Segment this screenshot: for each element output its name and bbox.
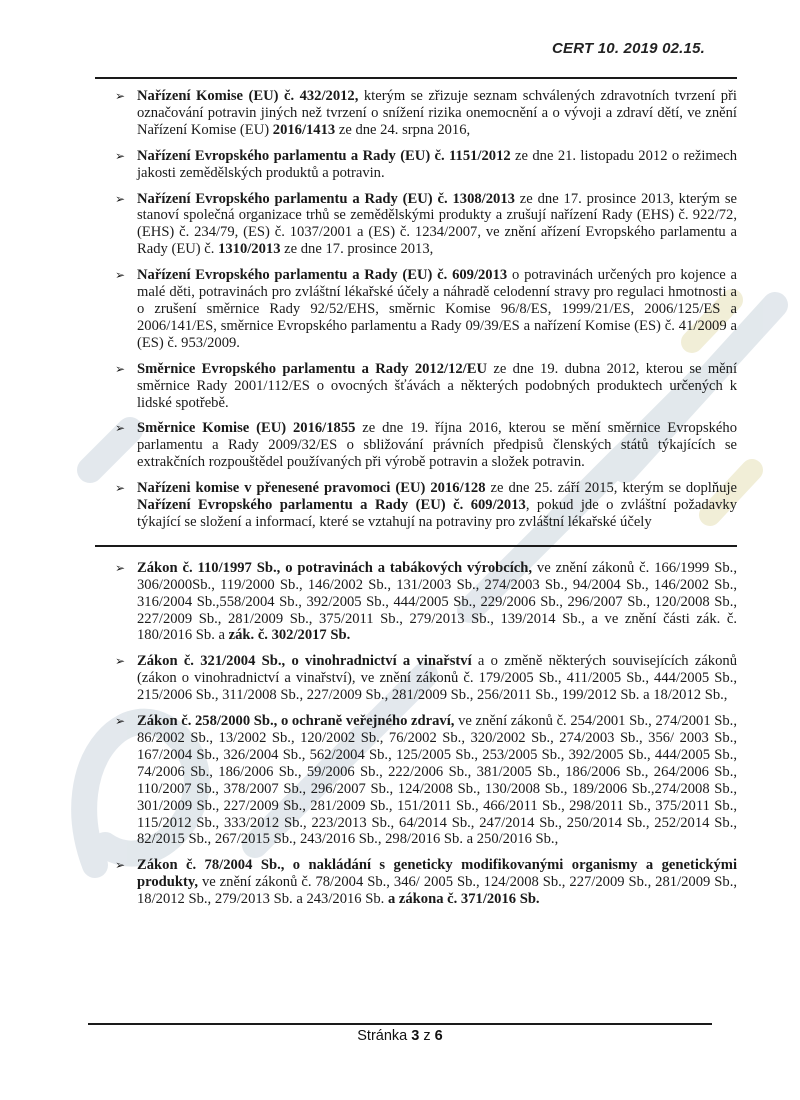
text-run: ze dne 17. prosince 2013, kterým se stanoví společná organizace trhů se zemědělskými produkty a zrušují nařízení Rady (EHS) č. 922/72, (EHS) č. 234/79, (ES) č. 1037/2001 a (ES) č. 1234/2007, ve znění ařízení Evropského parlamentu a Rady (EU) č. — [137, 190, 737, 258]
text-run-bold: Nařízení Komise (EU) č. 432/2012, — [137, 88, 359, 104]
text-run-bold: Zákon č. 321/2004 Sb., o vinohradnictví a vinařství — [137, 653, 472, 670]
text-run: Stránka — [357, 1028, 412, 1044]
list-item — [95, 420, 737, 471]
bullet-arrow-icon: ➢ — [115, 421, 126, 436]
text-run: ze dne 19. října 2016, kterou se mění směrnice Evropského parlamentu a Rady 2009/32/ES o sbližování právních předpisů členských států týkajících se extrakčních rozpouštědel používaných při výrobě potravin a složek potravin. — [137, 420, 737, 471]
text-run-bold: Směrnice Evropského parlamentu a Rady 2012/12/EU — [137, 360, 488, 377]
text-run-bold: Zákon č. 258/2000 Sb., o ochraně veřejného zdraví, — [137, 713, 455, 730]
bullet-arrow-icon: ➢ — [115, 191, 126, 206]
text-run: ve znění zákonů č. 254/2001 Sb., 274/2001 Sb., 86/2002 Sb., 13/2002 Sb., 120/2002 Sb., 76/2002 Sb., 320/2002 Sb., 274/2003 Sb., 356/ 2003 Sb., 167/2004 Sb., 326/2004 Sb., 562/2004 Sb., 125/2005 Sb., 253/2005 Sb., 392/2005 Sb., 444/2005 Sb., 74/2006 Sb., 186/2006 Sb., 59/2006 Sb., 222/2006 Sb., 381/2005 Sb., 186/2006 Sb., 264/2006 Sb., 110/2007 Sb., 378/2007 Sb., 296/2007 Sb., 124/2008 Sb., 130/2008 Sb., 189/2006 Sb.,274/2008 Sb., 301/2009 Sb., 227/2009 Sb., 281/2009 Sb., 151/2011 Sb., 466/2011 Sb., 298/2011 Sb., 375/2011 Sb., 115/2012 Sb., 333/2012 Sb., 223/2013 Sb., 64/2014 Sb., 247/2014 Sb., 250/2014 Sb., 252/2014 Sb., 82/2015 Sb., 267/2015 Sb., 243/2016 Sb., 298/2016 Sb. a 250/2016 Sb., — [137, 713, 737, 848]
list-item — [95, 361, 737, 412]
text-run-bold: 1310/2013 — [218, 241, 281, 258]
bullet-arrow-icon: ➢ — [115, 560, 126, 575]
text-run-bold: Nařízení Evropského parlamentu a Rady (EU) č. 609/2013 — [137, 267, 508, 284]
list-item — [95, 653, 737, 704]
list-item-text — [137, 560, 737, 644]
list-item-text — [137, 148, 737, 181]
page-number — [88, 1028, 712, 1044]
text-run-bold: 2016/1413 — [272, 121, 336, 138]
text-run-bold: 3 — [411, 1028, 420, 1044]
text-run: ze dne 25. září 2015, kterým se doplňuje — [485, 480, 737, 497]
list-item-text — [137, 267, 737, 351]
text-run-bold: Nařízení Evropského parlamentu a Rady (EU) č. 1308/2013 — [137, 190, 515, 207]
header-stamp: CERT 10. 2019 02.15. — [552, 40, 705, 57]
text-run-bold: Zákon č. 78/2004 Sb., o nakládání s geneticky modifikovanými organismy a genetickými produkty, — [137, 857, 737, 891]
text-run-bold: Zákon č. 110/1997 Sb., o potravinách a tabákových výrobcích, — [137, 559, 533, 576]
list-item-text — [137, 857, 737, 907]
text-run: ze dne 21. listopadu 2012 o režimech jakosti zemědělských produktů a potravin. — [137, 147, 737, 181]
text-run: ze dne 24. srpna 2016, — [335, 121, 471, 138]
bullet-arrow-icon: ➢ — [115, 858, 126, 873]
text-run: ve znění zákonů č. 166/1999 Sb., 306/2000Sb., 119/2000 Sb., 146/2002 Sb., 131/2003 Sb., 274/2003 Sb., 94/2004 Sb., 146/2002 Sb., 316/2004 Sb.,558/2004 Sb., 392/2005 Sb., 444/2005 Sb., 229/2006 Sb., 296/2007 Sb., 120/2008 Sb., 227/2009 Sb., 281/2009 Sb., 375/2011 Sb., 279/2013 Sb., 139/2014 Sb., a ve znění části zák. č. 180/2016 Sb. a — [137, 559, 737, 644]
list-item-text — [137, 361, 737, 411]
text-run: kterým se zřizuje seznam schválených zdravotních tvrzení při označování potravin jiných než tvrzení o snížení rizika onemocnění a o vývoji a zdraví dětí, ve znění Nařízení Komise (EU) — [137, 88, 737, 138]
text-run-bold: a zákona č. 371/2016 Sb. — [387, 891, 540, 908]
list-item — [95, 148, 737, 182]
list-item-text — [137, 653, 737, 703]
list-item-text — [137, 420, 737, 470]
list-item-text — [137, 191, 737, 258]
text-run-bold: Nařízeni komise v přenesené pravomoci (EU) 2016/128 — [137, 480, 486, 497]
bullet-arrow-icon: ➢ — [115, 148, 126, 163]
national-laws-list — [95, 560, 737, 908]
list-item — [95, 191, 737, 259]
text-run: ze dne 19. dubna 2012, kterou se mění směrnice Rady 2001/112/ES o ovocných šťávách a některých podobných produktech určených k lidské spotřebě. — [137, 360, 738, 411]
page-header — [95, 40, 705, 57]
list-item-text — [137, 88, 737, 138]
footer-rule — [88, 1023, 712, 1025]
bullet-arrow-icon: ➢ — [115, 89, 126, 103]
bullet-arrow-icon: ➢ — [115, 654, 126, 669]
list-item — [95, 480, 737, 531]
bullet-arrow-icon: ➢ — [115, 481, 126, 496]
text-run-bold: Nařízení Evropského parlamentu a Rady (EU) č. 1151/2012 — [137, 147, 511, 164]
text-run: ze dne 17. prosince 2013, — [280, 241, 434, 258]
list-item — [95, 713, 737, 848]
document-body — [95, 88, 737, 917]
bullet-arrow-icon: ➢ — [115, 268, 126, 283]
text-run: o potravinách určených pro kojence a malé děti, potravinách pro zvláštní lékařské účely a náhradě celodenní stravy pro regulaci hmotnosti a o zrušení směrnice Rady 92/52/EHS, směrnic Komise 96/8/ES, 1999/21/ES, 2006/125/ES a 2006/141/ES, směrnice Evropského parlamentu a Rady 09/39/ES a nařízení Komise (ES) č. 41/2009 a (ES) č. 953/2009. — [137, 267, 737, 351]
list-item — [95, 267, 737, 352]
section-divider — [95, 545, 737, 547]
text-run: a o změně některých souvisejících zákonů (zákon o vinohradnictví a vinařství), ve znění zákonů č. 179/2005 Sb., 411/2005 Sb., 444/2005 Sb., 215/2006 Sb., 311/2008 Sb., 227/2009 Sb., 281/2009 Sb., 256/2011 Sb., 199/2012 Sb. a 18/2012 Sb., — [137, 653, 737, 704]
list-item-text — [137, 480, 737, 530]
text-run-bold: Směrnice Komise (EU) 2016/1855 — [137, 420, 356, 437]
text-run: , pokud jde o zvláštní požadavky týkající se složení a informací, které se vztahují na potraviny pro zvláštní lékařské účely — [137, 497, 737, 530]
text-run-bold: Nařízení Evropského parlamentu a Rady (EU) č. 609/2013 — [137, 497, 526, 514]
eu-regulations-list — [95, 88, 737, 531]
list-item — [95, 560, 737, 645]
bullet-arrow-icon: ➢ — [115, 714, 126, 729]
text-run: z — [419, 1028, 435, 1044]
text-run-bold: 6 — [434, 1028, 443, 1044]
text-run-bold: zák. č. 302/2017 Sb. — [228, 627, 351, 644]
list-item-text — [137, 713, 737, 847]
list-item — [95, 88, 737, 139]
text-run: ve znění zákonů č. 78/2004 Sb., 346/ 2005 Sb., 124/2008 Sb., 227/2009 Sb., 281/2009 Sb., 18/2012 Sb., 279/2013 Sb. a 243/2016 Sb. — [137, 874, 737, 908]
bullet-arrow-icon: ➢ — [115, 361, 126, 376]
top-rule — [95, 77, 737, 79]
list-item — [95, 857, 737, 908]
